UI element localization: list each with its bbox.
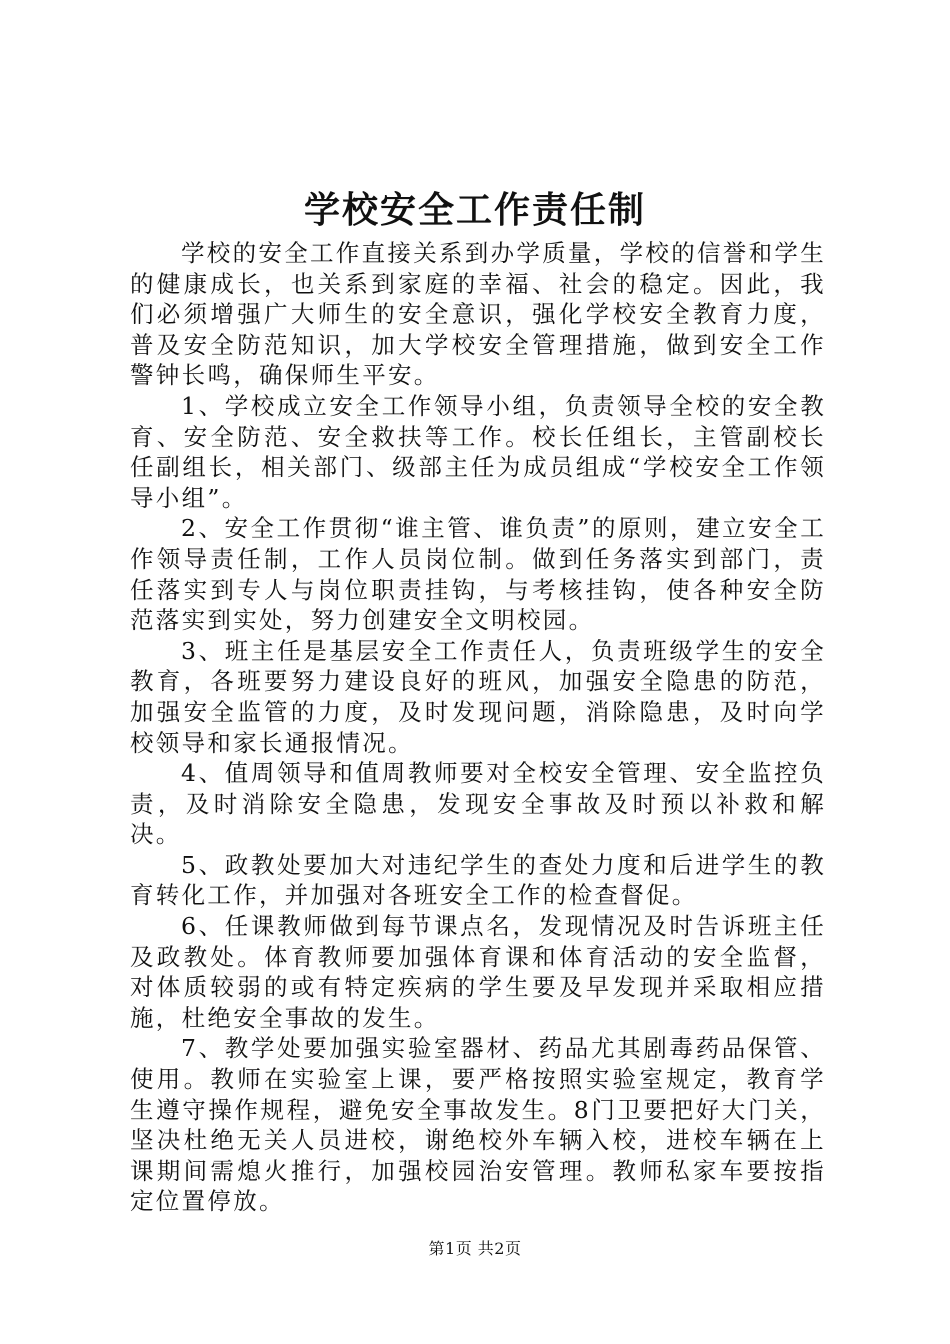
paragraph-item-4: 4、值周领导和值周教师要对全校安全管理、安全监控负责，及时消除安全隐患，发现安全事故及时预以补救和解决。 — [130, 759, 826, 849]
document-body — [130, 238, 826, 1217]
paragraph-intro: 学校的安全工作直接关系到办学质量，学校的信誉和学生的健康成长，也关系到家庭的幸福、社会的稳定。因此，我们必须增强广大师生的安全意识，强化学校安全教育力度，普及安全防范知识，加大学校安全管理措施，做到安全工作警钟长鸣，确保师生平安。 — [130, 239, 826, 390]
paragraph-item-3: 3、班主任是基层安全工作责任人，负责班级学生的安全教育，各班要努力建设良好的班风，加强安全隐患的防范，加强安全监管的力度，及时发现问题，消除隐患，及时向学校领导和家长通报情况。 — [130, 636, 826, 757]
paragraph-item-2: 2、安全工作贯彻“谁主管、谁负责”的原则，建立安全工作领导责任制，工作人员岗位制。做到任务落实到部门，责任落实到专人与岗位职责挂钩，与考核挂钩，使各种安全防范落实到实处，努力创建安全文明校园。 — [130, 514, 826, 635]
paragraph-item-1: 1、学校成立安全工作领导小组，负责领导全校的安全教育、安全防范、安全救扶等工作。校长任组长，主管副校长任副组长，相关部门、级部主任为成员组成“学校安全工作领导小组”。 — [130, 391, 826, 512]
paragraph-item-7: 7、教学处要加强实验室器材、药品尤其剧毒药品保管、使用。教师在实验室上课，要严格按照实验室规定，教育学生遵守操作规程，避免安全事故发生。8门卫要把好大门关，坚决杜绝无关人员进校，谢绝校外车辆入校，进校车辆在上课期间需熄火推行，加强校园治安管理。教师私家车要按指定位置停放。 — [130, 1034, 826, 1216]
document-title: 学校安全工作责任制 — [303, 189, 646, 231]
page-footer: 第1页 共2页 — [428, 1239, 522, 1258]
paragraph-item-6: 6、任课教师做到每节课点名，发现情况及时告诉班主任及政教处。体育教师要加强体育课和体育活动的安全监督，对体质较弱的或有特定疾病的学生要及早发现并采取相应措施，杜绝安全事故的发生。 — [130, 912, 826, 1032]
paragraph-item-5: 5、政教处要加大对违纪学生的查处力度和后进学生的教育转化工作，并加强对各班安全工作的检查督促。 — [130, 850, 826, 910]
